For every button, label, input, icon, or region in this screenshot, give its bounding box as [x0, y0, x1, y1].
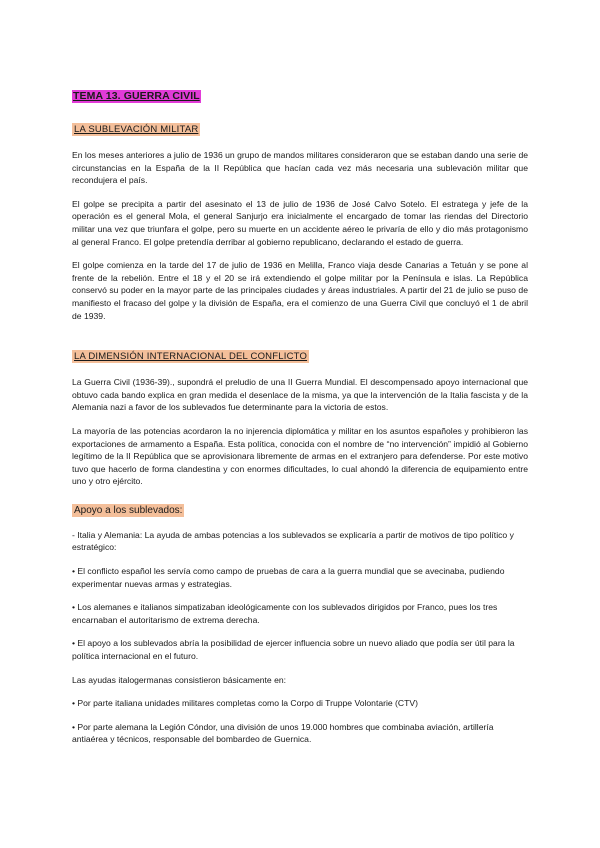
- section-heading-sublevacion: LA SUBLEVACIÓN MILITAR: [74, 124, 199, 135]
- paragraph: En los meses anteriores a julio de 1936 un grupo de mandos militares consideraron que se estaban dando una serie de circunstancias en la España de la II República que hacían cada vez más necesaria una sublevación militar que recondujera el país.: [72, 150, 528, 186]
- list-item: Las ayudas italogermanas consistieron básicamente en:: [72, 674, 287, 685]
- list-item: • El conflicto español les servía como campo de pruebas de cara a la guerra mundial que se avecinaba, pudiendo experimentar nuevas armas y estrategias.: [72, 566, 505, 589]
- list-item: • Por parte alemana la Legión Cóndor, una división de unos 19.000 hombres que combinaba aviación, artillería antiaérea y técnicos, responsable del bombardeo de Guernica.: [72, 721, 494, 745]
- paragraph: La Guerra Civil (1936-39)., supondrá el preludio de una II Guerra Mundial. El descompensado apoyo internacional que obtuvo cada bando explica en gran medida el desenlace de la misma, ya que la intervención de la Italia fascista y de la Alemania nazi a favor de los sublevados fue determinante para la victoria de estos.: [72, 377, 528, 413]
- paragraph: El golpe se precipita a partir del asesinato el 13 de julio de 1936 de José Calvo Sotelo. El estratega y jefe de la operación es el general Mola, el general Sanjurjo era inicialmente el encargado de tomar las riendas del Directorio militar una vez que triunfara el golpe, pero su muerte en un accidente aéreo le privaría de ello y dio más protagonismo al general Franco. El golpe pretendía derribar al gobierno republicano, declarando el estado de guerra.: [72, 198, 528, 247]
- paragraph: El golpe comienza en la tarde del 17 de julio de 1936 en Melilla, Franco viaja desde Canarias a Tetuán y se pone al frente de la rebelión. Entre el 18 y el 20 se irá extendiendo el golpe militar por la Península e islas. La República conservó su poder en la mayor parte de las principales ciudades y áreas industriales. A partir del 21 de julio se puso de manifiesto el fracaso del golpe y la división de España, era el comienzo de una Guerra Civil que concluyó el 1 de abril de 1939.: [72, 260, 528, 321]
- support-list: [72, 518, 528, 746]
- list-item: • El apoyo a los sublevados abría la posibilidad de ejercer influencia sobre un nuevo aliado que podía ser útil para la política internacional en el futuro.: [72, 638, 515, 662]
- list-item: • Por parte italiana unidades militares completas como la Corpo di Truppe Volontarie (CTV): [72, 698, 418, 709]
- list-item: • Los alemanes e italianos simpatizaban ideológicamente con los sublevados dirigidos por Franco, pues los tres encarnaban el autoritarismo de extrema derecha.: [72, 602, 498, 625]
- document-page: [72, 86, 528, 746]
- document-title: TEMA 13. GUERRA CIVIL: [73, 90, 200, 102]
- section-heading-dimension-internacional: LA DIMENSIÓN INTERNACIONAL DEL CONFLICTO: [74, 351, 308, 363]
- subsection-heading-apoyo: Apoyo a los sublevados:: [74, 504, 183, 516]
- list-item: - Italia y Alemania: La ayuda de ambas potencias a los sublevados se explicaría a partir de motivos de tipo político y estratégico:: [72, 529, 514, 553]
- paragraph: La mayoría de las potencias acordaron la no injerencia diplomática y militar en los asuntos españoles y prohibieron las exportaciones de armamento a España. Esta política, conocida con el nombre de “no intervención” impidió al Gobierno legítimo de la II República que se aprovisionara libremente de armas en el extranjero para defenderse. Por este motivo tuvo que hacerlo de forma clandestina y con enormes dificultades, lo cual ahondó la diferencia de equipamiento entre uno y otro ejército.: [72, 425, 528, 487]
